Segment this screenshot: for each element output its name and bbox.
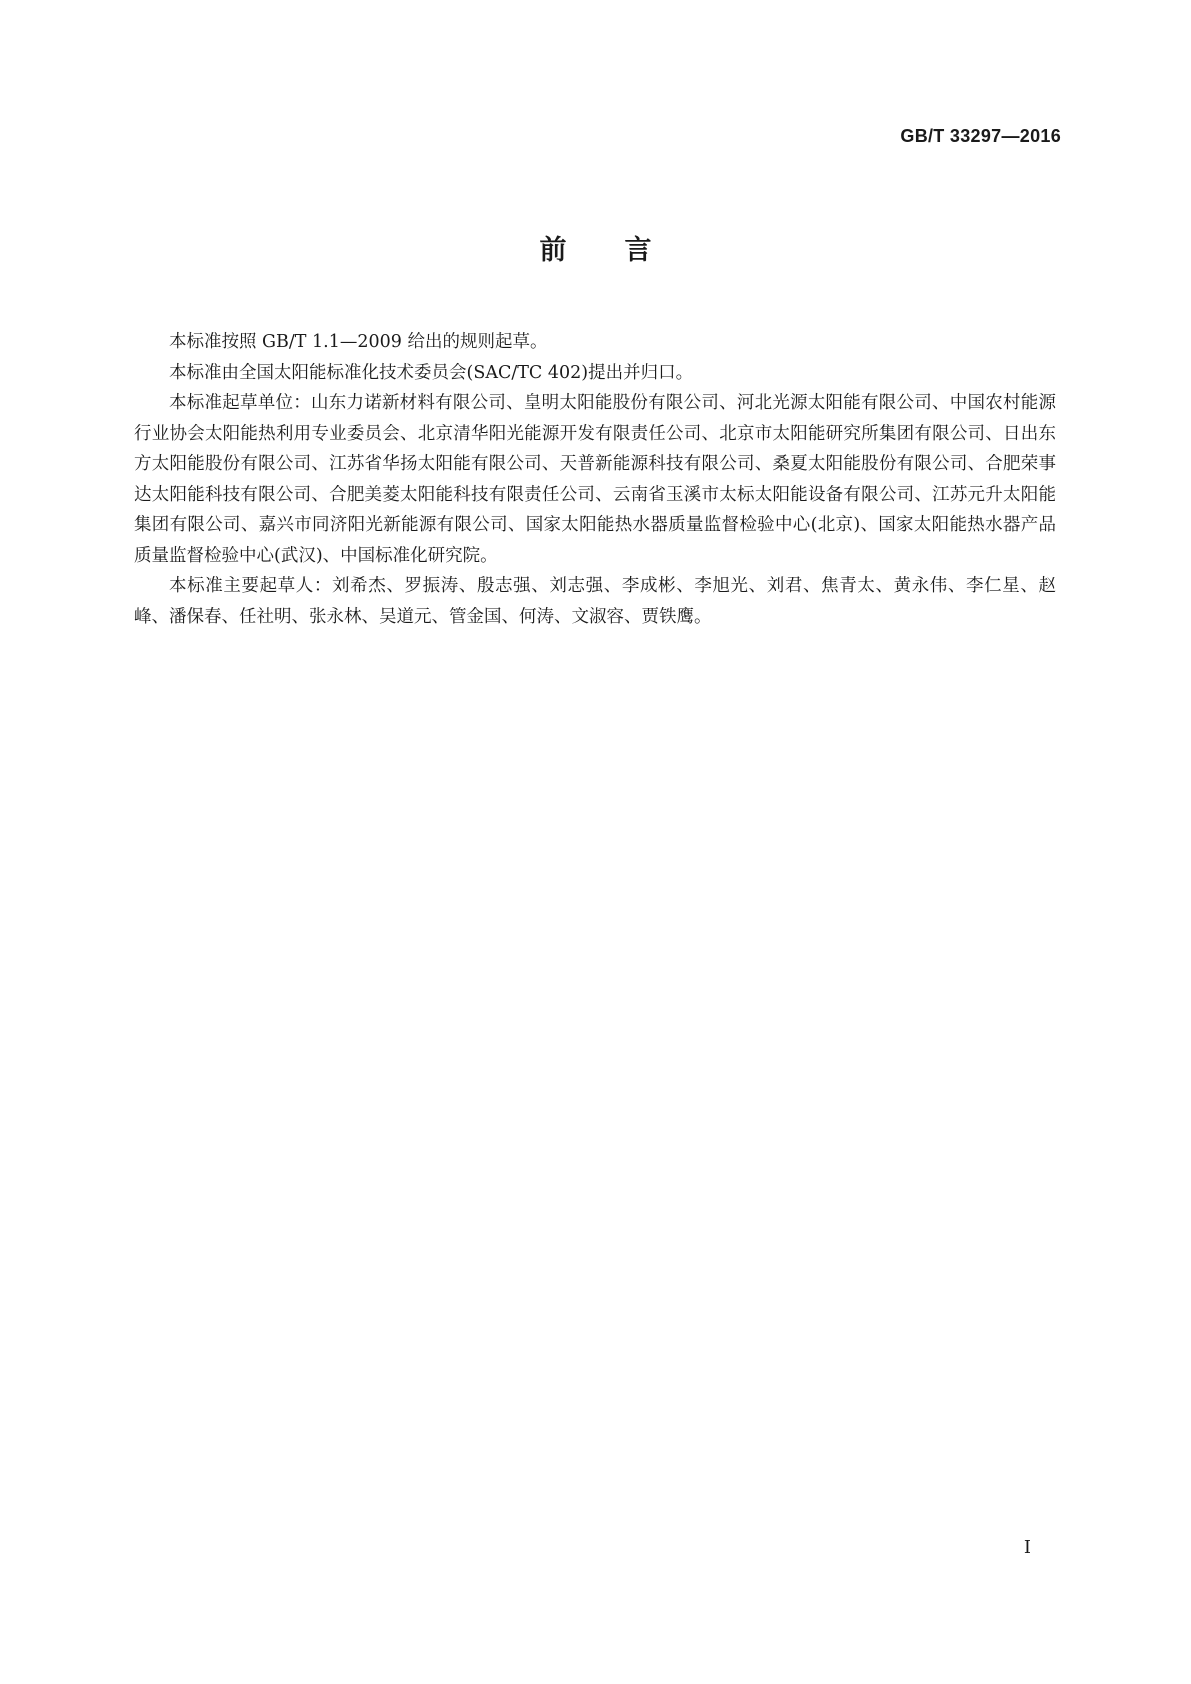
- paragraph-proposer: 本标准由全国太阳能标准化技术委员会(SAC/TC 402)提出并归口。: [169, 362, 694, 383]
- paragraph-drafting-units: 本标准起草单位：山东力诺新材料有限公司、皇明太阳能股份有限公司、河北光源太阳能有限公司、中国农村能源行业协会太阳能热利用专业委员会、北京清华阳光能源开发有限责任公司、北京市太阳能研究所集团有限公司、日出东方太阳能股份有限公司、江苏省华扬太阳能有限公司、天普新能源科技有限公司、桑夏太阳能股份有限公司、合肥荣事达太阳能科技有限公司、合肥美菱太阳能科技有限责任公司、云南省玉溪市太标太阳能设备有限公司、江苏元升太阳能集团有限公司、嘉兴市同济阳光新能源有限公司、国家太阳能热水器质量监督检验中心(北京)、国家太阳能热水器产品质量监督检验中心(武汉)、中国标准化研究院。: [134, 393, 1056, 566]
- page-title: 前言: [539, 235, 710, 266]
- standard-number: GB/T 33297—2016: [900, 126, 1061, 146]
- paragraph-drafting-rules: 本标准按照 GB/T 1.1—2009 给出的规则起草。: [169, 332, 548, 352]
- foreword-body: [134, 327, 1056, 632]
- paragraph-main-drafters: 本标准主要起草人：刘希杰、罗振涛、殷志强、刘志强、李成彬、李旭光、刘君、焦青太、黄永伟、李仁星、赵峰、潘保春、任社明、张永林、吴道元、管金国、何涛、文淑容、贾铁鹰。: [134, 576, 1056, 627]
- page-number: I: [1023, 1537, 1031, 1558]
